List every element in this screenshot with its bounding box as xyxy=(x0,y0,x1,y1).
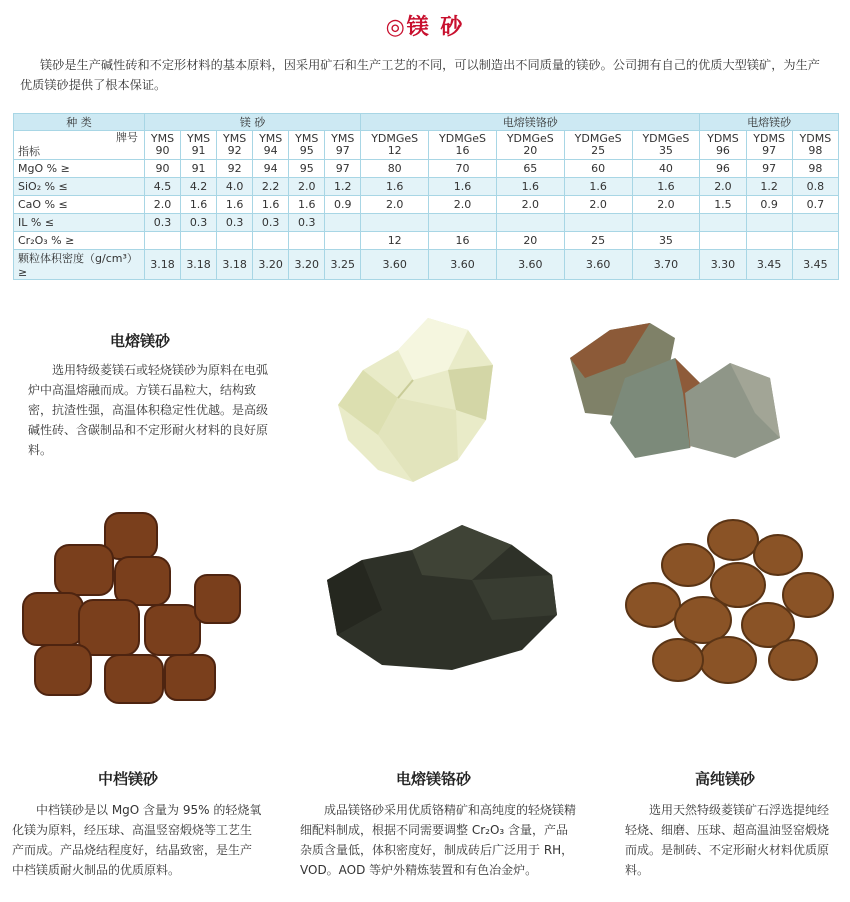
table-cell: 2.0 xyxy=(289,178,325,196)
grade-header xyxy=(700,131,746,160)
grade-header xyxy=(217,131,253,160)
table-cell: 2.0 xyxy=(145,196,181,214)
table-cell xyxy=(632,214,700,232)
table-cell: 0.9 xyxy=(746,196,792,214)
table-cell xyxy=(361,214,429,232)
grade-series: YMS xyxy=(295,132,319,145)
brown-high-purity-pellets-photo xyxy=(618,510,848,700)
table-cell: 70 xyxy=(429,160,497,178)
grade-series: YMS xyxy=(259,132,283,145)
row-label: 颗粒体积密度（g/cm³）≥ xyxy=(14,250,145,280)
table-cell: 40 xyxy=(632,160,700,178)
mid-grade-title: 中档镁砂 xyxy=(98,770,159,788)
table-cell: 97 xyxy=(325,160,361,178)
table-cell: 3.18 xyxy=(181,250,217,280)
group-fused-magnesia: 电熔镁砂 xyxy=(700,114,839,131)
table-row xyxy=(14,196,839,214)
grade-series: YMS xyxy=(223,132,247,145)
table-cell: 80 xyxy=(361,160,429,178)
fused-magnesia-text: 选用特级菱镁石或轻烧镁砂为原料在电弧炉中高温熔融而成。方镁石晶粒大，结构致密，抗渣性强，高温体积稳定性优越。是高级碱性砖、含碳制品和不定形耐火材料的良好原料。 xyxy=(28,363,269,457)
grade-number: 35 xyxy=(658,144,673,157)
grade-header xyxy=(145,131,181,160)
table-cell: 3.60 xyxy=(429,250,497,280)
grade-header xyxy=(632,131,700,160)
intro-paragraph: 镁砂是生产碱性砖和不定形材料的基本原料，因采用矿石和生产工艺的不同，可以制造出不同质量的镁砂。公司拥有自己的优质大型镁矿，为生产优质镁砂提供了根本保证。 xyxy=(20,58,820,92)
grade-series: YDMS xyxy=(707,132,739,145)
table-cell: 0.3 xyxy=(289,214,325,232)
grade-series: YDMGeS xyxy=(574,132,622,145)
grade-series: YDMS xyxy=(799,132,832,145)
table-cell: 95 xyxy=(289,160,325,178)
table-cell xyxy=(289,232,325,250)
table-row xyxy=(14,178,839,196)
grade-number: 94 xyxy=(263,144,278,157)
table-cell xyxy=(429,214,497,232)
table-cell: 1.2 xyxy=(325,178,361,196)
table-cell: 92 xyxy=(217,160,253,178)
table-cell: 35 xyxy=(632,232,700,250)
table-cell: 1.6 xyxy=(253,196,289,214)
table-cell: 60 xyxy=(564,160,632,178)
grade-header xyxy=(361,131,429,160)
grade-number: 97 xyxy=(762,144,777,157)
table-cell: 4.0 xyxy=(217,178,253,196)
grade-number: 12 xyxy=(387,144,402,157)
group-fused-mag-chrome: 电熔镁铬砂 xyxy=(361,114,700,131)
table-cell: 2.0 xyxy=(429,196,497,214)
grade-header xyxy=(429,131,497,160)
table-cell: 16 xyxy=(429,232,497,250)
row-label: Cr₂O₃ % ≥ xyxy=(14,232,145,250)
table-cell: 98 xyxy=(792,160,838,178)
table-cell: 1.6 xyxy=(564,178,632,196)
table-cell: 3.20 xyxy=(253,250,289,280)
grade-number: 96 xyxy=(715,144,730,157)
grade-number: 20 xyxy=(523,144,538,157)
grade-number: 90 xyxy=(155,144,170,157)
grade-number: 16 xyxy=(455,144,470,157)
table-cell: 90 xyxy=(145,160,181,178)
mid-grade-text: 中档镁砂是以 MgO 含量为 95% 的轻烧氧化镁为原料，经压球、高温竖窑煅烧等工艺生产而成。产品烧结程度好，结晶致密，是生产中档镁质耐火制品的优质原料。 xyxy=(12,803,262,877)
table-cell: 2.0 xyxy=(564,196,632,214)
table-cell: 1.6 xyxy=(289,196,325,214)
table-cell xyxy=(746,232,792,250)
grade-header xyxy=(289,131,325,160)
grade-header xyxy=(253,131,289,160)
grey-green-fused-magnesia-photo xyxy=(565,318,785,468)
grade-number: 98 xyxy=(808,144,823,157)
grade-header xyxy=(564,131,632,160)
table-cell: 0.3 xyxy=(253,214,289,232)
table-cell: 4.2 xyxy=(181,178,217,196)
grade-header xyxy=(792,131,838,160)
grade-series: YDMGeS xyxy=(506,132,554,145)
fused-magnesia-title: 电熔镁砂 xyxy=(110,332,171,350)
table-cell: 4.5 xyxy=(145,178,181,196)
grade-number: 91 xyxy=(191,144,206,157)
grade-header xyxy=(181,131,217,160)
table-row xyxy=(14,250,839,280)
table-cell: 3.20 xyxy=(289,250,325,280)
table-cell: 3.70 xyxy=(632,250,700,280)
table-cell: 1.5 xyxy=(700,196,746,214)
table-cell: 1.6 xyxy=(361,178,429,196)
table-cell xyxy=(564,214,632,232)
spec-table xyxy=(13,113,839,280)
table-cell: 1.6 xyxy=(632,178,700,196)
table-cell: 2.0 xyxy=(361,196,429,214)
grade-series: YMS xyxy=(186,132,211,145)
table-group-row xyxy=(14,114,839,131)
table-cell: 2.0 xyxy=(496,196,564,214)
row-label: SiO₂ % ≤ xyxy=(14,178,145,196)
high-purity-text: 选用天然特级菱镁矿石浮选提纯经轻烧、细磨、压球、超高温油竖窑煅烧而成。是制砖、不定形耐火材料优质原料。 xyxy=(625,803,830,877)
table-cell: 25 xyxy=(564,232,632,250)
table-row xyxy=(14,160,839,178)
table-cell: 0.3 xyxy=(181,214,217,232)
table-corner xyxy=(14,131,145,160)
table-row xyxy=(14,232,839,250)
table-cell xyxy=(496,214,564,232)
table-cell: 12 xyxy=(361,232,429,250)
table-row xyxy=(14,214,839,232)
table-cell: 0.3 xyxy=(145,214,181,232)
table-cell: 97 xyxy=(746,160,792,178)
table-cell xyxy=(145,232,181,250)
table-cell xyxy=(217,232,253,250)
table-grade-row xyxy=(14,131,839,160)
table-cell: 3.45 xyxy=(746,250,792,280)
table-cell: 1.6 xyxy=(429,178,497,196)
table-cell: 1.6 xyxy=(217,196,253,214)
table-cell: 3.25 xyxy=(325,250,361,280)
table-cell xyxy=(792,214,838,232)
table-cell xyxy=(325,214,361,232)
table-cell: 94 xyxy=(253,160,289,178)
grade-number: 92 xyxy=(227,144,242,157)
grade-number: 25 xyxy=(591,144,606,157)
grade-series: YDMGeS xyxy=(371,132,419,145)
page-title: ◎镁 砂 xyxy=(385,15,465,40)
table-cell xyxy=(325,232,361,250)
grade-header xyxy=(746,131,792,160)
table-cell: 3.45 xyxy=(792,250,838,280)
table-cell: 3.60 xyxy=(564,250,632,280)
table-cell: 2.2 xyxy=(253,178,289,196)
grade-series: YMS xyxy=(331,132,355,145)
table-cell xyxy=(700,214,746,232)
corner-grade-label: 牌号 xyxy=(116,131,138,144)
table-cell: 91 xyxy=(181,160,217,178)
row-label: MgO % ≥ xyxy=(14,160,145,178)
table-cell: 2.0 xyxy=(700,178,746,196)
dark-fused-mag-chrome-photo xyxy=(322,520,562,675)
grade-series: YMS xyxy=(150,132,175,145)
table-corner-top: 种 类 xyxy=(14,114,145,131)
table-cell: 3.60 xyxy=(496,250,564,280)
table-cell: 1.6 xyxy=(181,196,217,214)
table-cell xyxy=(792,232,838,250)
table-cell: 65 xyxy=(496,160,564,178)
table-cell: 20 xyxy=(496,232,564,250)
table-cell: 3.30 xyxy=(700,250,746,280)
grade-series: YDMGeS xyxy=(642,132,690,145)
grade-header xyxy=(325,131,361,160)
corner-index-label: 指标 xyxy=(18,145,40,158)
table-cell: 96 xyxy=(700,160,746,178)
fused-mag-chrome-text: 成品镁铬砂采用优质铬精矿和高纯度的轻烧镁精细配料制成，根据不同需要调整 Cr₂O₃ 含量，产品杂质含量低，体积密度好，制成砖后广泛用于 RH，VOD。AOD 等炉外精炼装置和有色冶金炉。 xyxy=(300,803,577,877)
grade-number: 97 xyxy=(335,144,350,157)
group-magnesia: 镁 砂 xyxy=(145,114,361,131)
table-cell: 0.7 xyxy=(792,196,838,214)
high-purity-title: 高纯镁砂 xyxy=(695,770,756,788)
table-cell: 0.8 xyxy=(792,178,838,196)
grade-header xyxy=(496,131,564,160)
table-cell: 2.0 xyxy=(632,196,700,214)
table-cell xyxy=(700,232,746,250)
table-cell: 0.9 xyxy=(325,196,361,214)
table-cell: 0.3 xyxy=(217,214,253,232)
row-label: IL % ≤ xyxy=(14,214,145,232)
fused-mag-chrome-title: 电熔镁铬砂 xyxy=(396,770,472,788)
row-label: CaO % ≤ xyxy=(14,196,145,214)
grade-series: YDMGeS xyxy=(439,132,486,145)
table-cell: 3.18 xyxy=(145,250,181,280)
white-fused-magnesia-photo xyxy=(318,310,518,490)
table-cell: 3.18 xyxy=(217,250,253,280)
table-cell xyxy=(253,232,289,250)
table-cell: 1.6 xyxy=(496,178,564,196)
table-cell: 1.2 xyxy=(746,178,792,196)
table-cell xyxy=(746,214,792,232)
grade-number: 95 xyxy=(299,144,314,157)
table-cell: 3.60 xyxy=(361,250,429,280)
table-cell xyxy=(181,232,217,250)
grade-series: YDMS xyxy=(753,132,785,145)
brown-magnesia-pellets-photo xyxy=(15,505,245,710)
